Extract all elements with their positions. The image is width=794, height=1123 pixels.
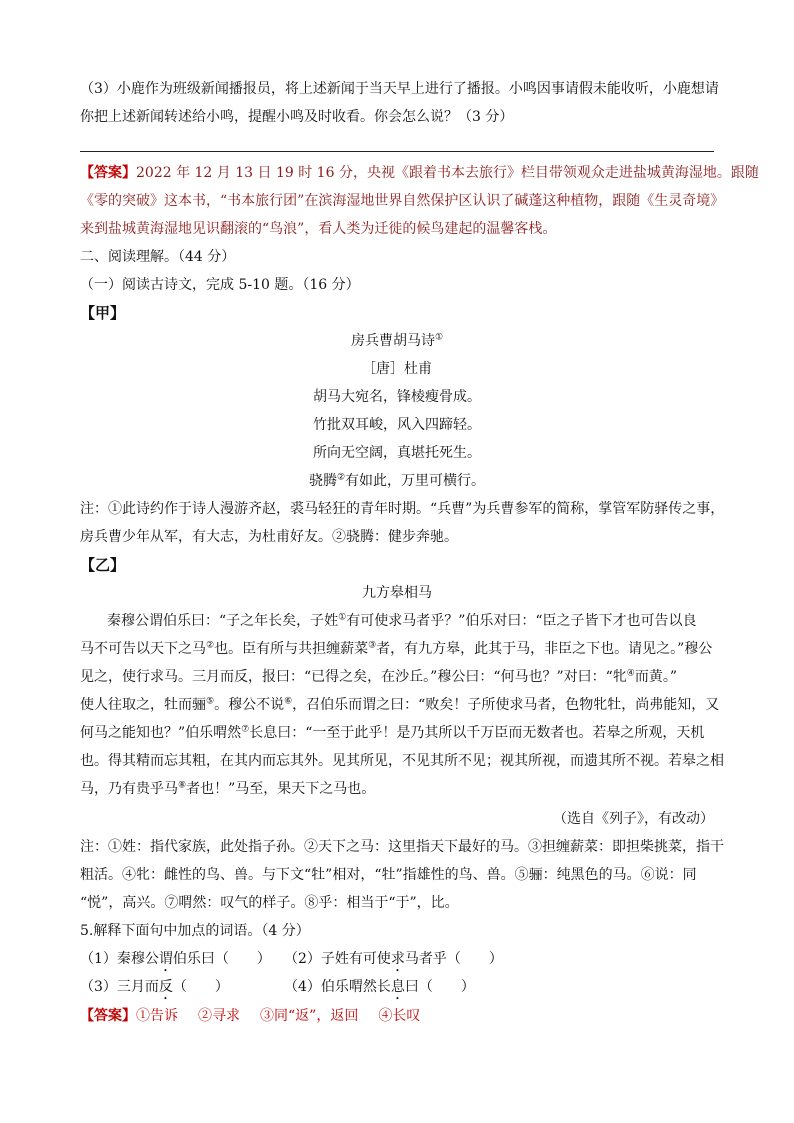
q5-item3-a: （3）三月而 (80, 979, 159, 995)
prose-line-3-a: 见之，使行求马。三月而反，报曰：“已得之矣，在沙丘。”穆公曰：“何马也？”对曰：“牝 (80, 669, 627, 685)
q5-item3-b: （ ） (172, 979, 229, 995)
q5-item1-dotted-word: 谓 (158, 951, 173, 967)
answer-5-tag: 【答案】 (80, 1008, 136, 1024)
poem-line-3: 所向无空阔，真堪托死生。 (313, 445, 481, 461)
question-3-line-1: （3）小鹿作为班级新闻播报员，将上述新闻于当天早上进行了播报。小鸣因事请假未能收听，小鹿想请 (80, 81, 719, 97)
prose-notes-line-2: 粗活。④牝：雌性的鸟、兽。与下文“牡”相对，“牡”指雄性的鸟、兽。⑤骊：纯黑色的马。⑥说：同 (80, 867, 697, 883)
yi-label: 【乙】 (80, 556, 126, 574)
poem-author: ［唐］杜甫 (362, 361, 432, 377)
question-3-line-2: 你把上述新闻转述给小鸣，提醒小鸣及时收看。你会怎么说？（3 分） (80, 109, 514, 125)
q5-item2-b: 马者乎（ ） (404, 951, 503, 967)
prose-line-4-c: ，召伯乐而谓之曰：“败矣！子所使求马者，色物牝牡，尚弗能知，又 (292, 697, 720, 713)
prose-note-2: ② (206, 640, 215, 651)
poem-notes-line-2: 房兵曹少年从军，有大志，为杜甫好友。②骁腾：健步奔驰。 (80, 529, 458, 545)
prose-line-7-a: 马，乃有贵乎马 (80, 781, 178, 797)
q5-item1-a: （1）秦穆公 (80, 951, 159, 967)
q5-item2-dotted-word: 求 (390, 951, 405, 967)
prose-line-4-b: 。穆公不说 (214, 697, 285, 713)
poem-title (0, 331, 794, 351)
poem-line-2: 竹批双耳峻，风入四蹄轻。 (313, 417, 481, 433)
prose-line-2 (80, 639, 712, 659)
jia-label: 【甲】 (80, 304, 126, 322)
answer-1-line-2: 《零的突破》这本书，“书本旅行团”在滨海湿地世界自然保护区认识了碱蓬这种植物，跟随《生灵奇境》 (80, 193, 725, 209)
answer-1-line-3: 来到盐城黄海湿地见识翻滚的“鸟浪”，看人类为迁徙的候鸟建起的温馨客栈。 (80, 221, 557, 237)
poem-title-text: 房兵曹胡马诗 (350, 333, 435, 349)
section-heading-2: 二、阅读理解。（44 分） (80, 249, 236, 265)
poem-line-1: 胡马大宛名，锋棱瘦骨成。 (313, 389, 481, 405)
prose-source: （选自《列子》，有改动） (553, 811, 714, 827)
prose-line-5-b: 长息曰：“一至于此乎！是乃其所以千万臣而无数者也。若皋之所观，天机 (249, 725, 705, 741)
poem-line-4-b: 有如此，万里可横行。 (345, 473, 486, 489)
prose-line-1-b: 有可使求马者乎？”伯乐对曰：“臣之子皆下才也可告以良 (346, 613, 697, 629)
question-5-stem: 5.解释下面句中加点的词语。（4 分） (80, 923, 310, 939)
question-5-item-1 (80, 949, 271, 975)
prose-line-2-a: 马不可告以天下之马 (80, 641, 206, 657)
prose-note-5: ⑤ (206, 696, 215, 707)
prose-line-1-a: 秦穆公谓伯乐曰：“子之年长矣，子姓 (107, 613, 339, 629)
prose-note-8: ⑧ (178, 780, 187, 791)
q5-item4-b: 曰（ ） (404, 979, 475, 995)
prose-line-5 (80, 723, 704, 743)
answer-5-a4: ④长叹 (378, 1008, 421, 1024)
prose-line-6 (80, 751, 724, 771)
question-5-item-3 (80, 977, 229, 1003)
prose-note-1: ① (338, 612, 347, 623)
poem-line-4 (0, 471, 794, 491)
answer-5 (80, 1006, 420, 1026)
q5-item4-a: （4）伯乐喟然长 (284, 979, 391, 995)
prose-line-5-a: 何马之能知也？”伯乐喟然 (80, 725, 242, 741)
poem-line-4-note: ② (336, 472, 346, 483)
poem-line-4-a: 骁腾 (308, 473, 337, 489)
prose-note-4: ④ (626, 668, 635, 679)
prose-title: 九方皋相马 (362, 585, 432, 601)
prose-line-7 (80, 779, 375, 799)
prose-line-6-a: 也。得其精而忘其粗，在其内而忘其外。见其所见，不见其所不见；视其所视，而遗其所不视。若皋之相 (80, 753, 724, 769)
prose-line-4-a: 使人往取之，牡而骊 (80, 697, 206, 713)
answer-5-a3: ③同“返”，返回 (260, 1008, 359, 1024)
answer-1-line-1 (80, 163, 759, 183)
prose-line-2-c: 者，有九方皋，此其于马，非臣之下也。请见之。”穆公 (376, 641, 713, 657)
poem-title-note: ① (434, 332, 444, 343)
prose-line-1 (107, 611, 697, 631)
prose-note-6: ⑥ (284, 696, 293, 707)
q5-item4-dotted-word: 息 (390, 979, 405, 995)
prose-line-7-b: 者也！”马至，果天下之马也。 (186, 781, 376, 797)
q5-item3-dotted-word: 反 (158, 979, 173, 995)
poem-notes-line-1: 注：①此诗约作于诗人漫游齐赵，裘马轻狂的青年时期。“兵曹”为兵曹参军的简称，掌管军防驿传之事， (80, 501, 725, 517)
prose-notes-line-1: 注：①姓：指代家族，此处指子孙。②天下之马：这里指天下最好的马。③担缠薪菜：即担柴挑菜，指干 (80, 839, 724, 855)
prose-line-3-b: 而黄。” (634, 669, 678, 685)
prose-line-3 (80, 667, 677, 687)
subsection-heading-1: （一）阅读古诗文，完成 5-10 题。（16 分） (80, 277, 360, 293)
prose-note-3: ③ (368, 640, 377, 651)
prose-line-2-b: 也。臣有所与共担缠薪菜 (214, 641, 369, 657)
answer-5-a1: ①告诉 (136, 1008, 178, 1024)
answer-tag: 【答案】 (80, 165, 136, 181)
divider-line (80, 151, 714, 152)
question-5-item-4 (284, 977, 475, 1003)
q5-item2-a: （2）子姓有可使 (284, 951, 391, 967)
q5-item1-b: 伯乐曰（ ） (172, 951, 271, 967)
question-5-item-2 (284, 949, 503, 975)
prose-line-4 (80, 695, 719, 715)
answer-1-text: 2022 年 12 月 13 日 19 时 16 分，央视《跟着书本去旅行》栏目带领观众走进盐城黄海湿地。跟随 (136, 165, 759, 181)
answer-5-a2: ②寻求 (198, 1008, 240, 1024)
prose-notes-line-3: “悦”，高兴。⑦喟然：叹气的样子。⑧乎：相当于“于”，比。 (80, 895, 459, 911)
prose-note-7: ⑦ (241, 724, 250, 735)
